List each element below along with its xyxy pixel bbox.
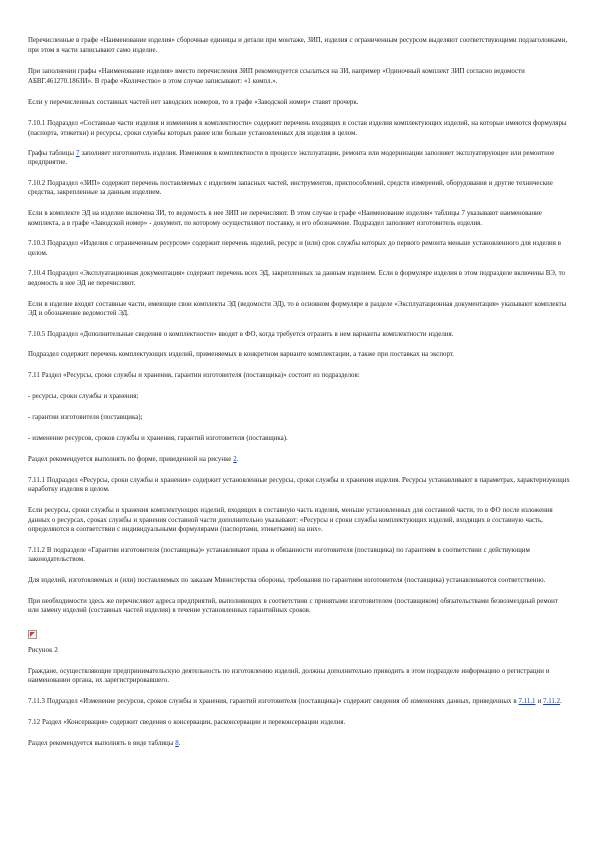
paragraph: При заполнении графы «Наименование изделия» вместо перечисления ЗИП рекомендуется ссылаться на ЗИ, например «Одиночный комплект ЗИП согласно ведомости АБВГ.461270.186ЗИ». В графе «Количество» в этом случае записывают: «1 компл.».	[28, 68, 525, 85]
figure-caption: Рисунок 2	[28, 646, 58, 654]
paragraph	[28, 149, 570, 168]
paragraph: При необходимости здесь же перечисляют адреса предприятий, выполняющих в соответствии с принятыми изготовителем (поставщиком) обязательствами безвозмездный ремонт или замену изделий (составных частей изделия) в течение установленных гарантийных сроков.	[28, 597, 558, 615]
list-item: - ресурсы, сроки службы и хранения;	[28, 392, 139, 400]
paragraph: Перечисленные в графе «Наименование изделия» сборочные единицы и детали при монтаже, ЗИП, изделия с ограниченным ресурсом выделяют соответствующими подзаголовками, при этом в части записывают само изделие.	[28, 37, 568, 54]
paragraph: Если в комплекте ЭД на изделие включена ЗИ, то ведомость в нее ЗИП не перечисляют. В этом случае в графе «Наименование изделия» таблицы 7 указывают наименование комплекта, а в графе «Заводской номер» - документ, по которому осуществляют поставку, и его обозначение. Подраздел заполняет изготовитель изделия.	[28, 209, 542, 227]
document-page	[28, 36, 570, 749]
paragraph: 7.11 Раздел «Ресурсы, сроки службы и хранения, гарантии изготовителя (поставщика)» состоит из подразделов:	[28, 371, 360, 379]
paragraph-text: заполняет изготовитель изделия. Изменения в комплектности в процессе эксплуатации, ремонта или модернизации заполняет эксплуатирующее или ремонтное предприятие.	[28, 149, 555, 167]
paragraph-text: .	[236, 455, 239, 463]
paragraph: Подраздел содержит перечень комплектующих изделий, применяемых в конкретном варианте комплектации, а также при поставках на экспорт.	[28, 351, 455, 359]
paragraph: 7.10.2 Подраздел «ЗИП» содержит перечень поставляемых с изделием запасных частей, инструментов, приспособлений, средств измерений, оборудования и другие технические средства, закрепленные за данным изделием.	[28, 179, 553, 197]
paragraph	[28, 697, 570, 707]
figure-2-image-container	[28, 626, 570, 637]
list-item: - гарантии изготовителя (поставщика);	[28, 413, 143, 421]
paragraph: Если у перечисленных составных частей нет заводских номеров, то в графе «Заводской номер» ставят прочерк.	[28, 99, 359, 107]
paragraph: Если в изделие входят составные части, имеющие свои комплекты ЭД (ведомости ЭД), то в основном формуляре в разделе «Эксплуатационная документация» указывают комплекты ЭД и обозначение ведомостей ЭД.	[28, 300, 567, 318]
paragraph-text: Раздел рекомендуется выполнять по форме, приведенной на рисунке	[28, 455, 234, 463]
section-7-11-1-link[interactable]: 7.11.1	[518, 698, 536, 705]
broken-image-icon	[28, 630, 37, 639]
paragraph: 7.10.4 Подраздел «Эксплуатационная документация» содержит перечень всех ЭД, закрепленных за данным изделием. Если в формуляре изделия в этом подразделе включены ВЭ, то ведомость в нее ЭД не перечисляют.	[28, 270, 565, 287]
paragraph: Граждане, осуществляющие предпринимательскую деятельность по изготовлению изделий, должны дополнительно приводить в этом подразделе информацию о регистрации и наименовании органа, их зарегистрировавшего.	[28, 667, 550, 685]
paragraph: 7.12 Раздел «Консервация» содержит сведения о консервации, расконсервации и переконсервации изделия.	[28, 718, 346, 726]
paragraph	[28, 739, 570, 749]
paragraph-text: Графы таблицы	[28, 149, 76, 157]
paragraph-text: Раздел рекомендуется выполнять в виде таблицы	[28, 739, 176, 747]
paragraph	[28, 455, 570, 465]
paragraph: Если ресурсы, сроки службы и хранения комплектующих изделий, входящих в составную часть изделия, меньше установленных для составной части, то в ФО после изложения данных о ресурсах, сроках службы и хранения составной части дополнительно указывают: «Ресурсы и сроки службы комплектующих изделий, входящих в составную часть, определяются в соответствии с индивидуальными формулярами (паспортами, этикетками) на них».	[28, 507, 553, 534]
list-item: - изменение ресурсов, сроков службы и хранения, гарантий изготовителя (поставщика).	[28, 434, 288, 442]
paragraph: 7.10.1 Подраздел «Составные части изделия и изменения в комплектности» содержит перечень входящих в состав изделия комплектующих изделий, на которые имеются формуляры (паспорта, этикетки) и ресурсы, сроки службы которых ранее или больше установленных для изделия в целом.	[28, 120, 567, 137]
paragraph: 7.11.2 В подразделе «Гарантии изготовителя (поставщика)» устанавливают права и обязанности изготовителя (поставщика) по гарантиям в соответствии с действующим законодательством.	[28, 546, 530, 564]
paragraph: Для изделий, изготовляемых и (или) поставляемых по заказам Министерства обороны, требования по гарантиям изготовителя (поставщика) устанавливаются соответственно.	[28, 577, 546, 585]
paragraph: 7.11.1 Подраздел «Ресурсы, сроки службы и хранения» содержит установленные ресурсы, сроки службы и хранения изделия. Ресурсы устанавливают в параметрах, характеризующих наработку изделия в целом.	[28, 476, 570, 494]
section-7-11-2-link[interactable]: 7.11.2	[543, 698, 561, 705]
figure-2-link[interactable]: 2	[233, 455, 237, 463]
paragraph-text: и	[535, 698, 544, 705]
table-7-link[interactable]: 7	[75, 149, 80, 157]
paragraph: 7.10.5 Подраздел «Дополнительные сведения о комплектности» вводят в ФО, когда требуется отразить в нем варианты комплектности изделия.	[28, 330, 454, 338]
paragraph: 7.10.3 Подраздел «Изделия с ограниченным ресурсом» содержит перечень изделий, ресурс и (или) срок службы которых до первого ремонта меньше установленного для изделия в целом.	[28, 240, 562, 257]
paragraph-text: .	[560, 698, 562, 705]
table-8-link[interactable]: 8	[175, 739, 179, 747]
paragraph-text: .	[178, 739, 181, 747]
paragraph-text: 7.11.3 Подраздел «Изменение ресурсов, сроков службы и хранения, гарантий изготовителя (поставщика)» содержит сведения об изменениях данных, приведенных в	[28, 698, 519, 705]
